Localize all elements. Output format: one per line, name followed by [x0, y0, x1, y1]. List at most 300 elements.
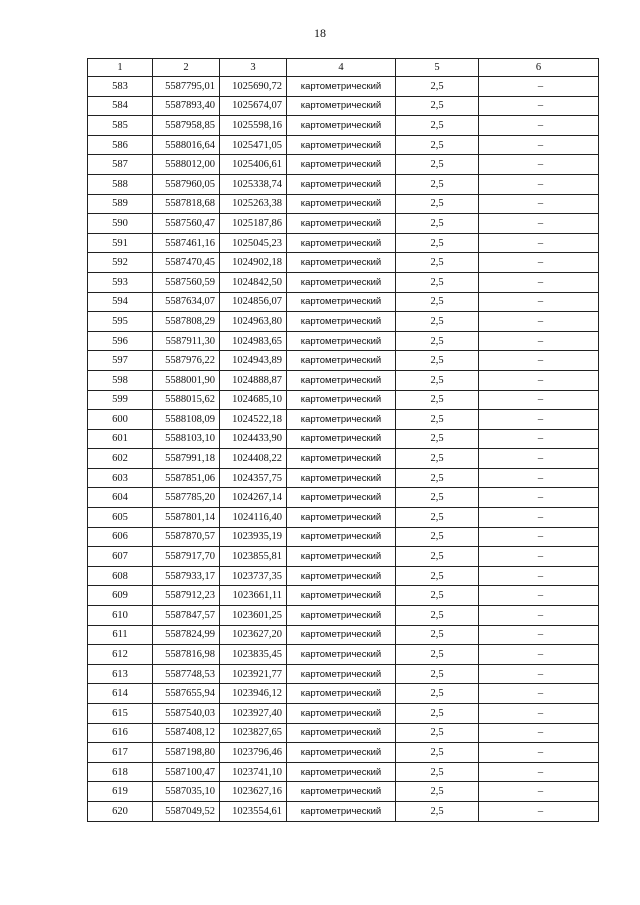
note-cell-text: –	[537, 374, 544, 386]
note-cell	[479, 449, 599, 469]
method-cell: картометрический	[287, 586, 396, 606]
method-cell: картометрический	[287, 116, 396, 136]
note-cell-text: –	[537, 394, 544, 406]
y-coordinate-cell: 1025263,38	[220, 194, 287, 214]
method-cell: картометрический	[287, 351, 396, 371]
method-cell: картометрический	[287, 782, 396, 802]
y-coordinate-cell: 1025471,05	[220, 135, 287, 155]
table-row	[88, 645, 599, 665]
y-coordinate-cell: 1024888,87	[220, 370, 287, 390]
x-coordinate-cell: 5588012,00	[153, 155, 220, 175]
point-number-cell: 600	[88, 410, 153, 430]
table-row	[88, 527, 599, 547]
point-number-cell: 587	[88, 155, 153, 175]
note-cell-text: –	[537, 472, 544, 484]
accuracy-cell-text: 2,5	[430, 237, 444, 249]
x-coordinate-cell: 5587847,57	[153, 606, 220, 626]
note-cell	[479, 410, 599, 430]
table-row	[88, 429, 599, 449]
table-row	[88, 547, 599, 567]
y-coordinate-cell: 1023796,46	[220, 743, 287, 763]
y-coordinate-cell: 1025674,07	[220, 96, 287, 116]
note-cell-text: –	[537, 805, 544, 817]
table-header	[88, 59, 599, 77]
note-cell	[479, 762, 599, 782]
accuracy-cell	[396, 704, 479, 724]
note-cell	[479, 292, 599, 312]
table-row	[88, 233, 599, 253]
x-coordinate-cell: 5587795,01	[153, 77, 220, 97]
y-coordinate-cell: 1023927,40	[220, 704, 287, 724]
y-coordinate-cell: 1024116,40	[220, 508, 287, 528]
note-cell-text: –	[537, 766, 544, 778]
method-cell: картометрический	[287, 606, 396, 626]
accuracy-cell-text: 2,5	[430, 531, 444, 543]
table-row	[88, 116, 599, 136]
table-body	[88, 77, 599, 822]
x-coordinate-cell: 5587917,70	[153, 547, 220, 567]
accuracy-cell-text: 2,5	[430, 649, 444, 661]
accuracy-cell-text: 2,5	[430, 178, 444, 190]
x-coordinate-cell: 5587851,06	[153, 468, 220, 488]
method-cell: картометрический	[287, 508, 396, 528]
accuracy-cell-text: 2,5	[430, 139, 444, 151]
column-header: 5	[396, 59, 479, 77]
method-cell: картометрический	[287, 135, 396, 155]
method-cell: картометрический	[287, 468, 396, 488]
note-cell	[479, 77, 599, 97]
accuracy-cell	[396, 233, 479, 253]
column-header: 1	[88, 59, 153, 77]
x-coordinate-cell: 5587049,52	[153, 801, 220, 821]
y-coordinate-cell: 1025598,16	[220, 116, 287, 136]
accuracy-cell-text: 2,5	[430, 394, 444, 406]
table-row	[88, 704, 599, 724]
x-coordinate-cell: 5587655,94	[153, 684, 220, 704]
accuracy-cell	[396, 743, 479, 763]
note-cell	[479, 390, 599, 410]
note-cell	[479, 272, 599, 292]
accuracy-cell-text: 2,5	[430, 688, 444, 700]
x-coordinate-cell: 5587933,17	[153, 566, 220, 586]
accuracy-cell-text: 2,5	[430, 766, 444, 778]
table-row	[88, 253, 599, 273]
note-cell-text: –	[537, 570, 544, 582]
point-number-cell: 608	[88, 566, 153, 586]
point-number-cell: 590	[88, 214, 153, 234]
point-number-cell: 599	[88, 390, 153, 410]
method-cell: картометрический	[287, 214, 396, 234]
note-cell-text: –	[537, 433, 544, 445]
note-cell-text: –	[537, 629, 544, 641]
y-coordinate-cell: 1023921,77	[220, 664, 287, 684]
note-cell	[479, 664, 599, 684]
accuracy-cell-text: 2,5	[430, 707, 444, 719]
y-coordinate-cell: 1023827,65	[220, 723, 287, 743]
method-cell: картометрический	[287, 547, 396, 567]
accuracy-cell-text: 2,5	[430, 492, 444, 504]
accuracy-cell-text: 2,5	[430, 590, 444, 602]
table-row	[88, 214, 599, 234]
note-cell-text: –	[537, 355, 544, 367]
y-coordinate-cell: 1024943,89	[220, 351, 287, 371]
accuracy-cell-text: 2,5	[430, 609, 444, 621]
table-row	[88, 77, 599, 97]
table-row	[88, 370, 599, 390]
accuracy-cell	[396, 390, 479, 410]
note-cell-text: –	[537, 746, 544, 758]
note-cell-text: –	[537, 178, 544, 190]
note-cell	[479, 370, 599, 390]
method-cell: картометрический	[287, 312, 396, 332]
note-cell	[479, 801, 599, 821]
y-coordinate-cell: 1024856,07	[220, 292, 287, 312]
accuracy-cell-text: 2,5	[430, 217, 444, 229]
note-cell-text: –	[537, 80, 544, 92]
table-row	[88, 174, 599, 194]
y-coordinate-cell: 1024685,10	[220, 390, 287, 410]
method-cell: картометрический	[287, 96, 396, 116]
x-coordinate-cell: 5587893,40	[153, 96, 220, 116]
accuracy-cell-text: 2,5	[430, 805, 444, 817]
note-cell	[479, 96, 599, 116]
column-header: 2	[153, 59, 220, 77]
x-coordinate-cell: 5587960,05	[153, 174, 220, 194]
note-cell	[479, 488, 599, 508]
method-cell: картометрический	[287, 645, 396, 665]
note-cell-text: –	[537, 159, 544, 171]
method-cell: картометрический	[287, 684, 396, 704]
point-number-cell: 591	[88, 233, 153, 253]
method-cell: картометрический	[287, 410, 396, 430]
note-cell-text: –	[537, 531, 544, 543]
point-number-cell: 584	[88, 96, 153, 116]
table-row	[88, 743, 599, 763]
accuracy-cell-text: 2,5	[430, 80, 444, 92]
x-coordinate-cell: 5587818,68	[153, 194, 220, 214]
accuracy-cell-text: 2,5	[430, 786, 444, 798]
x-coordinate-cell: 5587958,85	[153, 116, 220, 136]
point-number-cell: 615	[88, 704, 153, 724]
point-number-cell: 610	[88, 606, 153, 626]
accuracy-cell	[396, 468, 479, 488]
x-coordinate-cell: 5587560,47	[153, 214, 220, 234]
column-header: 3	[220, 59, 287, 77]
method-cell: картометрический	[287, 743, 396, 763]
accuracy-cell-text: 2,5	[430, 453, 444, 465]
note-cell-text: –	[537, 237, 544, 249]
point-number-cell: 618	[88, 762, 153, 782]
accuracy-cell-text: 2,5	[430, 511, 444, 523]
y-coordinate-cell: 1023661,11	[220, 586, 287, 606]
y-coordinate-cell: 1025187,86	[220, 214, 287, 234]
page-number: 18	[314, 26, 326, 40]
accuracy-cell	[396, 96, 479, 116]
accuracy-cell	[396, 566, 479, 586]
y-coordinate-cell: 1023554,61	[220, 801, 287, 821]
accuracy-cell	[396, 586, 479, 606]
method-cell: картометрический	[287, 801, 396, 821]
note-cell	[479, 135, 599, 155]
x-coordinate-cell: 5587870,57	[153, 527, 220, 547]
method-cell: картометрический	[287, 762, 396, 782]
point-number-cell: 586	[88, 135, 153, 155]
note-cell	[479, 625, 599, 645]
table-row	[88, 135, 599, 155]
coordinates-table	[87, 58, 599, 822]
note-cell	[479, 645, 599, 665]
accuracy-cell	[396, 606, 479, 626]
accuracy-cell-text: 2,5	[430, 570, 444, 582]
table-row	[88, 508, 599, 528]
accuracy-cell-text: 2,5	[430, 355, 444, 367]
note-cell	[479, 547, 599, 567]
note-cell-text: –	[537, 453, 544, 465]
table-row	[88, 410, 599, 430]
x-coordinate-cell: 5588016,64	[153, 135, 220, 155]
y-coordinate-cell: 1024433,90	[220, 429, 287, 449]
point-number-cell: 595	[88, 312, 153, 332]
accuracy-cell	[396, 645, 479, 665]
point-number-cell: 607	[88, 547, 153, 567]
y-coordinate-cell: 1023601,25	[220, 606, 287, 626]
note-cell	[479, 586, 599, 606]
accuracy-cell	[396, 782, 479, 802]
note-cell-text: –	[537, 511, 544, 523]
accuracy-cell-text: 2,5	[430, 276, 444, 288]
note-cell	[479, 351, 599, 371]
x-coordinate-cell: 5588015,62	[153, 390, 220, 410]
note-cell-text: –	[537, 100, 544, 112]
method-cell: картометрический	[287, 704, 396, 724]
method-cell: картометрический	[287, 566, 396, 586]
table-row	[88, 351, 599, 371]
point-number-cell: 617	[88, 743, 153, 763]
x-coordinate-cell: 5587470,45	[153, 253, 220, 273]
table-row	[88, 312, 599, 332]
table-row	[88, 801, 599, 821]
x-coordinate-cell: 5587824,99	[153, 625, 220, 645]
accuracy-cell	[396, 723, 479, 743]
note-cell	[479, 606, 599, 626]
x-coordinate-cell: 5587976,22	[153, 351, 220, 371]
method-cell: картометрический	[287, 292, 396, 312]
accuracy-cell-text: 2,5	[430, 472, 444, 484]
accuracy-cell-text: 2,5	[430, 668, 444, 680]
note-cell-text: –	[537, 139, 544, 151]
note-cell-text: –	[537, 119, 544, 131]
column-header: 6	[479, 59, 599, 77]
accuracy-cell-text: 2,5	[430, 198, 444, 210]
accuracy-cell	[396, 762, 479, 782]
method-cell: картометрический	[287, 664, 396, 684]
x-coordinate-cell: 5587198,80	[153, 743, 220, 763]
method-cell: картометрический	[287, 253, 396, 273]
accuracy-cell	[396, 351, 479, 371]
x-coordinate-cell: 5588103,10	[153, 429, 220, 449]
method-cell: картометрический	[287, 77, 396, 97]
x-coordinate-cell: 5587461,16	[153, 233, 220, 253]
x-coordinate-cell: 5587560,59	[153, 272, 220, 292]
note-cell-text: –	[537, 413, 544, 425]
point-number-cell: 603	[88, 468, 153, 488]
note-cell-text: –	[537, 786, 544, 798]
point-number-cell: 588	[88, 174, 153, 194]
note-cell	[479, 704, 599, 724]
accuracy-cell	[396, 312, 479, 332]
point-number-cell: 592	[88, 253, 153, 273]
point-number-cell: 598	[88, 370, 153, 390]
accuracy-cell	[396, 214, 479, 234]
y-coordinate-cell: 1023855,81	[220, 547, 287, 567]
accuracy-cell	[396, 684, 479, 704]
accuracy-cell-text: 2,5	[430, 119, 444, 131]
x-coordinate-cell: 5587100,47	[153, 762, 220, 782]
x-coordinate-cell: 5588108,09	[153, 410, 220, 430]
x-coordinate-cell: 5587408,12	[153, 723, 220, 743]
note-cell	[479, 116, 599, 136]
note-cell-text: –	[537, 198, 544, 210]
note-cell	[479, 174, 599, 194]
x-coordinate-cell: 5588001,90	[153, 370, 220, 390]
y-coordinate-cell: 1025045,23	[220, 233, 287, 253]
note-cell	[479, 684, 599, 704]
method-cell: картометрический	[287, 390, 396, 410]
y-coordinate-cell: 1023627,20	[220, 625, 287, 645]
table-row	[88, 331, 599, 351]
table-row	[88, 488, 599, 508]
accuracy-cell	[396, 272, 479, 292]
table-row	[88, 292, 599, 312]
accuracy-cell	[396, 625, 479, 645]
point-number-cell: 605	[88, 508, 153, 528]
y-coordinate-cell: 1024267,14	[220, 488, 287, 508]
accuracy-cell-text: 2,5	[430, 374, 444, 386]
point-number-cell: 611	[88, 625, 153, 645]
accuracy-cell	[396, 116, 479, 136]
x-coordinate-cell: 5587991,18	[153, 449, 220, 469]
accuracy-cell	[396, 801, 479, 821]
method-cell: картометрический	[287, 272, 396, 292]
accuracy-cell	[396, 77, 479, 97]
note-cell-text: –	[537, 727, 544, 739]
note-cell-text: –	[537, 590, 544, 602]
x-coordinate-cell: 5587634,07	[153, 292, 220, 312]
note-cell	[479, 468, 599, 488]
point-number-cell: 619	[88, 782, 153, 802]
method-cell: картометрический	[287, 723, 396, 743]
column-header: 4	[287, 59, 396, 77]
point-number-cell: 602	[88, 449, 153, 469]
table-row	[88, 782, 599, 802]
accuracy-cell	[396, 527, 479, 547]
y-coordinate-cell: 1025690,72	[220, 77, 287, 97]
y-coordinate-cell: 1023935,19	[220, 527, 287, 547]
accuracy-cell-text: 2,5	[430, 100, 444, 112]
point-number-cell: 606	[88, 527, 153, 547]
accuracy-cell	[396, 155, 479, 175]
point-number-cell: 620	[88, 801, 153, 821]
table-row	[88, 468, 599, 488]
method-cell: картометрический	[287, 625, 396, 645]
point-number-cell: 583	[88, 77, 153, 97]
note-cell-text: –	[537, 296, 544, 308]
note-cell-text: –	[537, 551, 544, 563]
note-cell	[479, 566, 599, 586]
y-coordinate-cell: 1024522,18	[220, 410, 287, 430]
method-cell: картометрический	[287, 429, 396, 449]
table-row	[88, 96, 599, 116]
note-cell-text: –	[537, 315, 544, 327]
accuracy-cell	[396, 410, 479, 430]
method-cell: картометрический	[287, 449, 396, 469]
table-row	[88, 684, 599, 704]
accuracy-cell-text: 2,5	[430, 257, 444, 269]
note-cell	[479, 331, 599, 351]
x-coordinate-cell: 5587035,10	[153, 782, 220, 802]
point-number-cell: 613	[88, 664, 153, 684]
accuracy-cell-text: 2,5	[430, 315, 444, 327]
note-cell	[479, 214, 599, 234]
accuracy-cell-text: 2,5	[430, 629, 444, 641]
note-cell	[479, 253, 599, 273]
point-number-cell: 596	[88, 331, 153, 351]
point-number-cell: 585	[88, 116, 153, 136]
y-coordinate-cell: 1023627,16	[220, 782, 287, 802]
accuracy-cell	[396, 370, 479, 390]
note-cell-text: –	[537, 668, 544, 680]
table-row	[88, 194, 599, 214]
table-row	[88, 586, 599, 606]
accuracy-cell	[396, 488, 479, 508]
accuracy-cell	[396, 292, 479, 312]
x-coordinate-cell: 5587801,14	[153, 508, 220, 528]
x-coordinate-cell: 5587540,03	[153, 704, 220, 724]
note-cell	[479, 312, 599, 332]
x-coordinate-cell: 5587785,20	[153, 488, 220, 508]
y-coordinate-cell: 1024842,50	[220, 272, 287, 292]
accuracy-cell-text: 2,5	[430, 159, 444, 171]
method-cell: картометрический	[287, 331, 396, 351]
table-row	[88, 625, 599, 645]
method-cell: картометрический	[287, 370, 396, 390]
point-number-cell: 616	[88, 723, 153, 743]
accuracy-cell	[396, 547, 479, 567]
y-coordinate-cell: 1023741,10	[220, 762, 287, 782]
table-row	[88, 449, 599, 469]
accuracy-cell	[396, 664, 479, 684]
note-cell-text: –	[537, 609, 544, 621]
note-cell-text: –	[537, 257, 544, 269]
note-cell	[479, 429, 599, 449]
y-coordinate-cell: 1024983,65	[220, 331, 287, 351]
y-coordinate-cell: 1023835,45	[220, 645, 287, 665]
note-cell	[479, 743, 599, 763]
table-row	[88, 664, 599, 684]
table-row	[88, 390, 599, 410]
note-cell-text: –	[537, 276, 544, 288]
accuracy-cell	[396, 174, 479, 194]
note-cell	[479, 508, 599, 528]
method-cell: картометрический	[287, 155, 396, 175]
point-number-cell: 609	[88, 586, 153, 606]
point-number-cell: 601	[88, 429, 153, 449]
accuracy-cell	[396, 331, 479, 351]
point-number-cell: 604	[88, 488, 153, 508]
accuracy-cell	[396, 253, 479, 273]
table-header-row	[88, 59, 599, 77]
accuracy-cell	[396, 135, 479, 155]
